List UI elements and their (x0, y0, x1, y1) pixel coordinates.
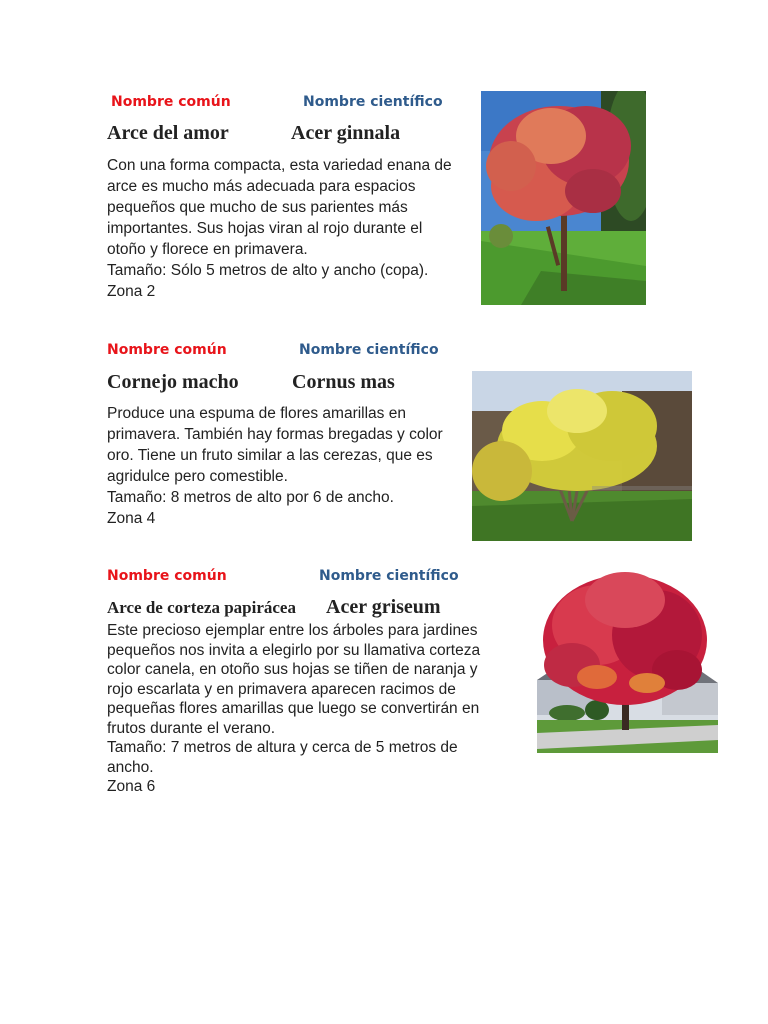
description-block (107, 621, 502, 797)
common-name: Arce del amor (107, 122, 229, 144)
scientific-name: Cornus mas (292, 371, 395, 393)
zone-text: Zona 6 (107, 778, 156, 795)
scientific-name-label: Nombre científico (319, 568, 459, 584)
zone-text: Zona 4 (107, 510, 156, 527)
description: Produce una espuma de flores amarillas en primavera. También hay formas bregadas y color oro. Tiene un fruto similar a las cerezas, que es agridulce pero comestible. (107, 405, 443, 485)
scientific-name-label: Nombre científico (299, 342, 439, 358)
scientific-name-label: Nombre científico (303, 94, 443, 110)
common-name-label: Nombre común (107, 342, 227, 358)
description-block (107, 155, 457, 302)
size-text: Tamaño: 8 metros de alto por 6 de ancho. (107, 489, 394, 506)
description: Este precioso ejemplar entre los árboles para jardines pequeños nos invita a elegirlo por su llamativa corteza color canela, en otoño sus hojas se tiñen de naranja y rojo escarlata y en primavera aparecen racimos de pequeñas flores amarillas que luego se convertirán en frutos durante el verano. (107, 622, 481, 737)
common-name: Arce de corteza papirácea (107, 598, 296, 617)
scientific-name: Acer griseum (326, 596, 441, 618)
zone-text: Zona 2 (107, 283, 156, 300)
tree-photo-red-maple (481, 91, 646, 305)
tree-photo-paperbark-maple (537, 565, 718, 753)
scientific-name: Acer ginnala (291, 122, 401, 144)
common-name-label: Nombre común (111, 94, 231, 110)
description: Con una forma compacta, esta variedad enana de arce es mucho más adecuada para espacios pequeños que mucho de sus parientes más importantes. Sus hojas viran al rojo durante el otoño y florece en primavera. (107, 157, 452, 258)
description-block (107, 403, 447, 529)
common-name-label: Nombre común (107, 568, 227, 584)
size-text: Tamaño: Sólo 5 metros de alto y ancho (copa). (107, 262, 429, 279)
tree-photo-yellow-cornel (472, 371, 692, 541)
size-text: Tamaño: 7 metros de altura y cerca de 5 metros de ancho. (107, 739, 458, 776)
common-name: Cornejo macho (107, 371, 239, 393)
